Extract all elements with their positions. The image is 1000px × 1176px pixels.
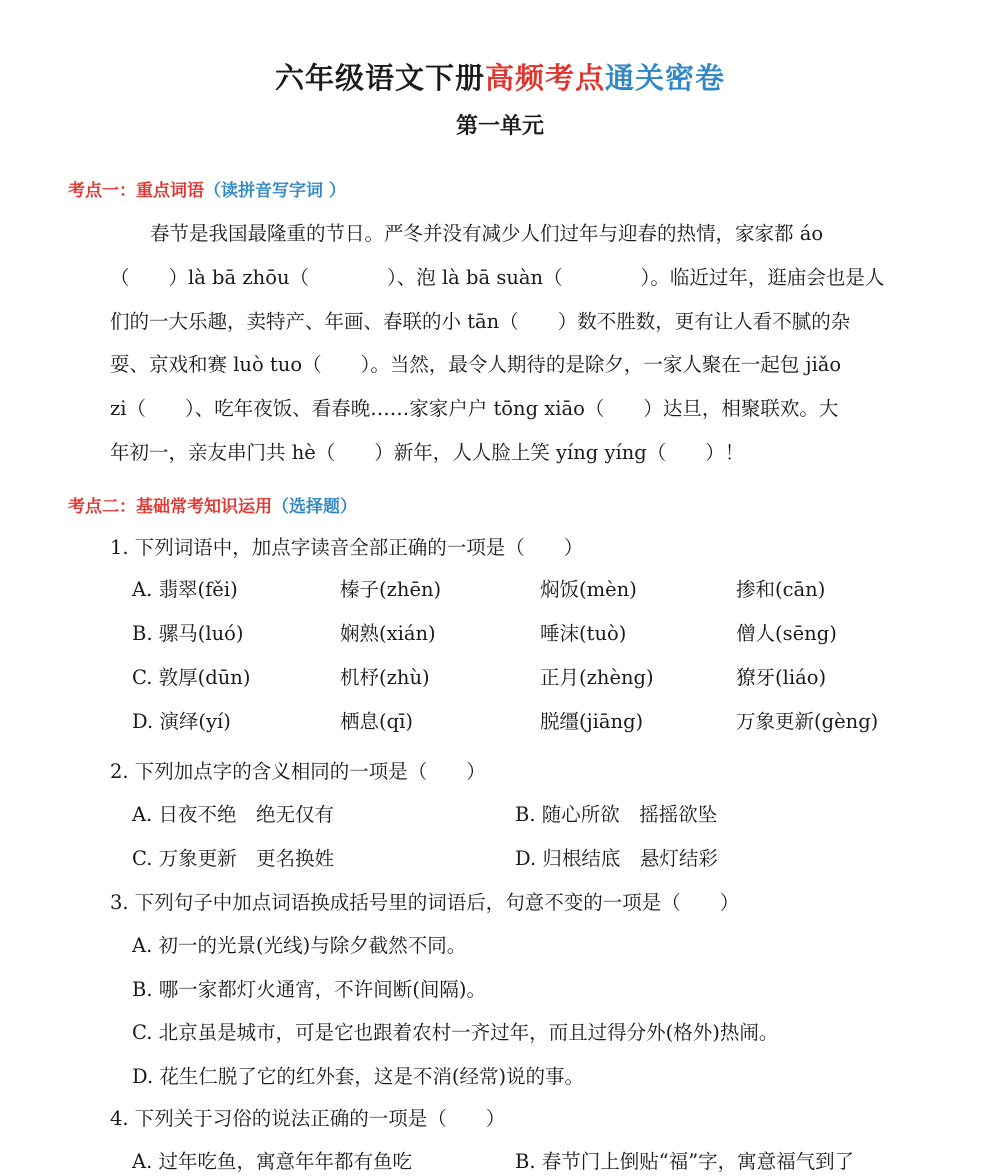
q2-option-b: B. 随心所欲 摇摇欲坠 <box>515 803 718 826</box>
q4-option-a: A. 过年吃鱼，寓意年年都有鱼吃 <box>132 1150 412 1173</box>
question-4-stem: 4. 下列关于习俗的说法正确的一项是（ ） <box>110 1107 506 1130</box>
page-title <box>0 56 1000 97</box>
q2-option-a: A. 日夜不绝 绝无仅有 <box>132 803 334 826</box>
q1-a-word-2: 榛子(zhēn) <box>340 578 442 601</box>
q1-b-word-1: B. 骡马(luó) <box>132 622 244 645</box>
question-2-stem: 2. 下列加点字的含义相同的一项是（ ） <box>110 760 486 783</box>
q3-option-b-text: B. 哪一家都灯火通宵，不许间断(间隔)。 <box>132 978 486 1001</box>
q1-d-word-1: D. 演绎(yí) <box>132 710 231 733</box>
q1-b-word-4: 僧人(sēng) <box>736 622 837 645</box>
passage-line: 耍、京戏和赛 luò tuo（ ）。当然，最令人期待的是除夕，一家人聚在一起包 jiǎo <box>110 353 842 377</box>
q1-c-word-4: 獠牙(liáo) <box>736 666 827 689</box>
q1-c-word-3: 正月(zhèng) <box>540 666 654 689</box>
q1-a-word-3: 焖饭(mèn) <box>540 578 637 601</box>
q3-option-d-text: D. 花生仁脱了它的红外套，这是不消(经常)说的事。 <box>132 1065 585 1088</box>
title-part-highfreq: 高频考点 <box>484 61 605 95</box>
q1-c-word-1: C. 敦厚(dūn) <box>132 666 251 689</box>
q1-c-word-2: 机杼(zhù) <box>340 666 430 689</box>
question-1-stem: 1. 下列词语中，加点字读音全部正确的一项是（ ） <box>110 536 584 559</box>
passage-line: 们的一大乐趣，卖特产、年画、春联的小 tān（ ）数不胜数，更有让人看不腻的杂 <box>110 309 851 333</box>
section-1-label: 考点一：重点词语 <box>68 181 204 201</box>
q1-d-word-2: 栖息(qī) <box>340 710 413 733</box>
pinyin-passage <box>110 212 904 475</box>
q1-d-word-3: 脱缰(jiāng) <box>540 710 644 733</box>
title-part-grade: 六年级语文下册 <box>274 61 485 95</box>
passage-line: zi（ ）、吃年夜饭、看春晚……家家户户 tōng xiāo（ ）达旦，相聚联欢。大 <box>110 397 839 421</box>
q4-option-b: B. 春节门上倒贴“福”字，寓意福气到了 <box>515 1150 855 1173</box>
unit-title: 第一单元 <box>455 113 544 139</box>
passage-line: （ ）là bā zhōu（ ）、泡 là bā suàn（ ）。临近过年，逛庙会也是人 <box>110 265 885 289</box>
q3-option-a-text: A. 初一的光景(光线)与除夕截然不同。 <box>132 934 467 957</box>
q2-option-c: C. 万象更新 更名换姓 <box>132 847 335 870</box>
passage-line: 春节是我国最隆重的节日。严冬并没有减少人们过年与迎春的热情，家家都 áo <box>150 222 824 245</box>
section-2-paren: （选择题） <box>272 497 357 517</box>
q1-a-word-4: 掺和(cān) <box>736 578 826 601</box>
section-1-paren: （读拼音写字词 ） <box>204 181 346 201</box>
q1-b-word-2: 娴熟(xián) <box>340 622 436 645</box>
q1-d-word-4: 万象更新(gèng) <box>736 710 879 733</box>
q1-a-word-1: A. 翡翠(fěi) <box>132 578 238 601</box>
section-2-label: 考点二：基础常考知识运用 <box>68 497 272 517</box>
question-3-stem: 3. 下列句子中加点词语换成括号里的词语后，句意不变的一项是（ ） <box>110 891 740 914</box>
q3-option-c-text: C. 北京虽是城市，可是它也跟着农村一齐过年，而且过得分外(格外)热闹。 <box>132 1021 779 1044</box>
q2-option-d: D. 归根结底 悬灯结彩 <box>515 847 718 870</box>
title-part-secret: 通关密卷 <box>605 61 726 95</box>
q1-b-word-3: 唾沫(tuò) <box>540 622 627 645</box>
passage-line: 年初一，亲友串门共 hè（ ）新年，人人脸上笑 yíng yíng（ ）！ <box>110 440 745 464</box>
section-2-heading <box>68 492 357 517</box>
section-1-heading <box>68 176 346 201</box>
